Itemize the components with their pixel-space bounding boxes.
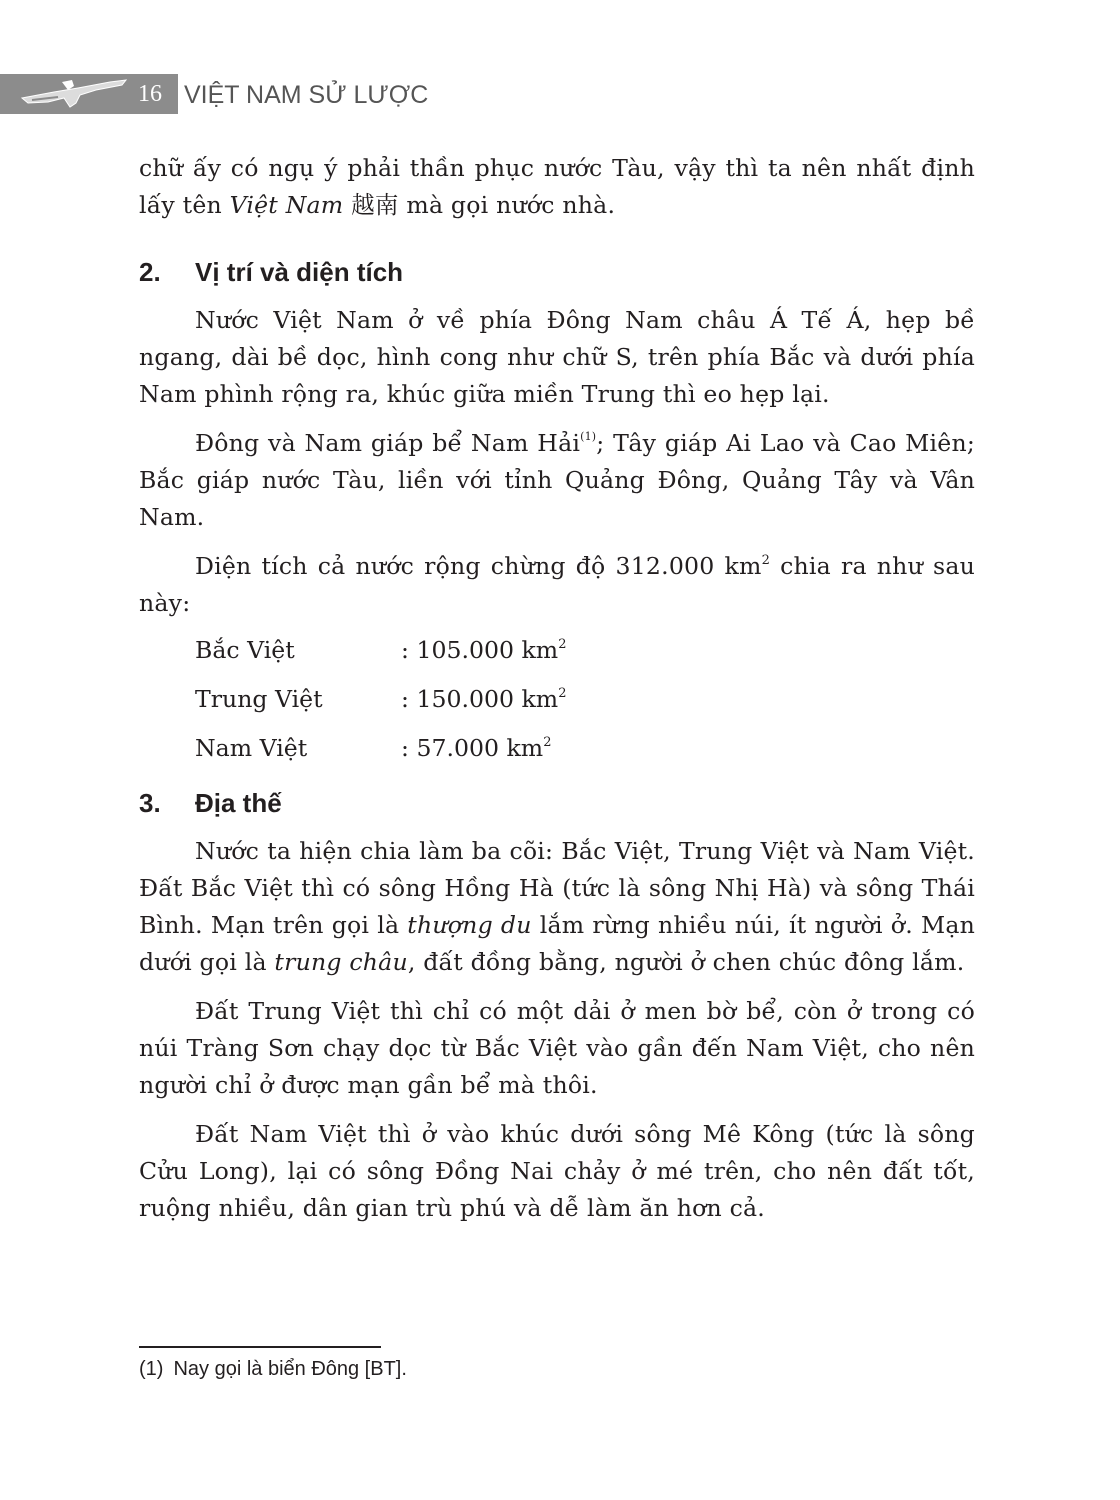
paragraph-text: ; Tây giáp Ai Lao và Cao Miên; Bắc giáp nước Tàu, liền với tỉnh Quảng Đông, Quảng Tây và Vân Nam.: [139, 429, 975, 531]
paragraph: Nước Việt Nam ở về phía Đông Nam châu Á Tế Á, hẹp bề ngang, dài bề dọc, hình cong như chữ S, trên phía Bắc và dưới phía Nam phình rộng ra, khúc giữa miền Trung thì eo hẹp lại.: [139, 306, 975, 408]
paragraph: [139, 425, 975, 536]
paragraph: Nước ta hiện chia làm ba cõi: Bắc Việt, Trung Việt và Nam Việt. Đất Bắc Việt thì có sông Hồng Hà (tức là sông Nhị Hà) và sông Thái Bình. Mạn trên gọi là thượng du lắm rừng nhiều núi, ít người ở. Mạn dưới gọi là trung châu, đất đồng bằng, người ở chen chúc đông lắm.: [139, 837, 975, 976]
italic-term: thượng du: [407, 911, 532, 939]
chinese-characters: 越南: [351, 191, 399, 219]
italic-term: trung châu: [274, 948, 408, 976]
paragraph: Đất Trung Việt thì chỉ có một dải ở men bờ bể, còn ở trong có núi Tràng Sơn chạy dọc từ Bắc Việt vào gần đến Nam Việt, cho nên người chỉ ở được mạn gần bể mà thôi.: [139, 997, 975, 1099]
footnote: [139, 1354, 407, 1384]
area-row: [195, 681, 975, 730]
footnote-divider: [139, 1346, 381, 1348]
italic-term: Việt Nam: [229, 191, 344, 219]
region-name: Trung Việt: [195, 685, 323, 713]
page-content: [139, 150, 975, 1227]
paragraph: Đất Nam Việt thì ở vào khúc dưới sông Mê Kông (tức là sông Cửu Long), lại có sông Đồng Nai chảy ở mé trên, cho nên đất tốt, ruộng nhiều, dân gian trù phú và dễ làm ăn hơn cả.: [139, 1120, 975, 1222]
superscript: 2: [558, 686, 567, 701]
footnote-number: (1): [139, 1358, 164, 1380]
paragraph-text: Diện tích cả nước rộng chừng độ 312.000 km: [195, 552, 762, 580]
continuation-paragraph: [139, 150, 975, 224]
region-name: Nam Việt: [195, 734, 308, 762]
continuation-text: chữ ấy có ngụ ý phải thần phục nước Tàu, vậy thì ta nên nhất định lấy tên: [139, 154, 975, 219]
superscript: 2: [558, 637, 567, 652]
superscript: 2: [761, 553, 771, 568]
section-number: 3.: [139, 788, 161, 818]
region-area: : 57.000 $km^2$: [401, 734, 552, 762]
paragraph-text: Đông và Nam giáp bể Nam Hải: [195, 429, 581, 457]
section-title: Địa thế: [195, 788, 282, 818]
page-number: 16: [138, 81, 162, 107]
section-number: 2.: [139, 257, 161, 287]
superscript: 2: [543, 735, 552, 750]
section-heading: [139, 252, 975, 292]
area-table: [195, 632, 975, 779]
continuation-end: mà gọi nước nhà.: [398, 191, 616, 219]
paragraph-text: chia ra như sau này:: [139, 552, 975, 617]
paragraph: [139, 548, 975, 622]
region-area: : 105.000 $km^2$: [401, 636, 567, 664]
region-area: : 150.000 $km^2$: [401, 685, 567, 713]
section-heading: [139, 783, 975, 823]
area-row: [195, 730, 975, 779]
area-row: [195, 632, 975, 681]
header-ornament-icon: [18, 76, 130, 112]
running-title: VIỆT NAM SỬ LƯỢC: [184, 81, 429, 109]
footnote-marker: (1): [580, 430, 597, 443]
region-name: Bắc Việt: [195, 636, 295, 664]
section-title: Vị trí và diện tích: [195, 257, 404, 287]
footnote-text: Nay gọi là biển Đông [BT].: [173, 1358, 407, 1380]
